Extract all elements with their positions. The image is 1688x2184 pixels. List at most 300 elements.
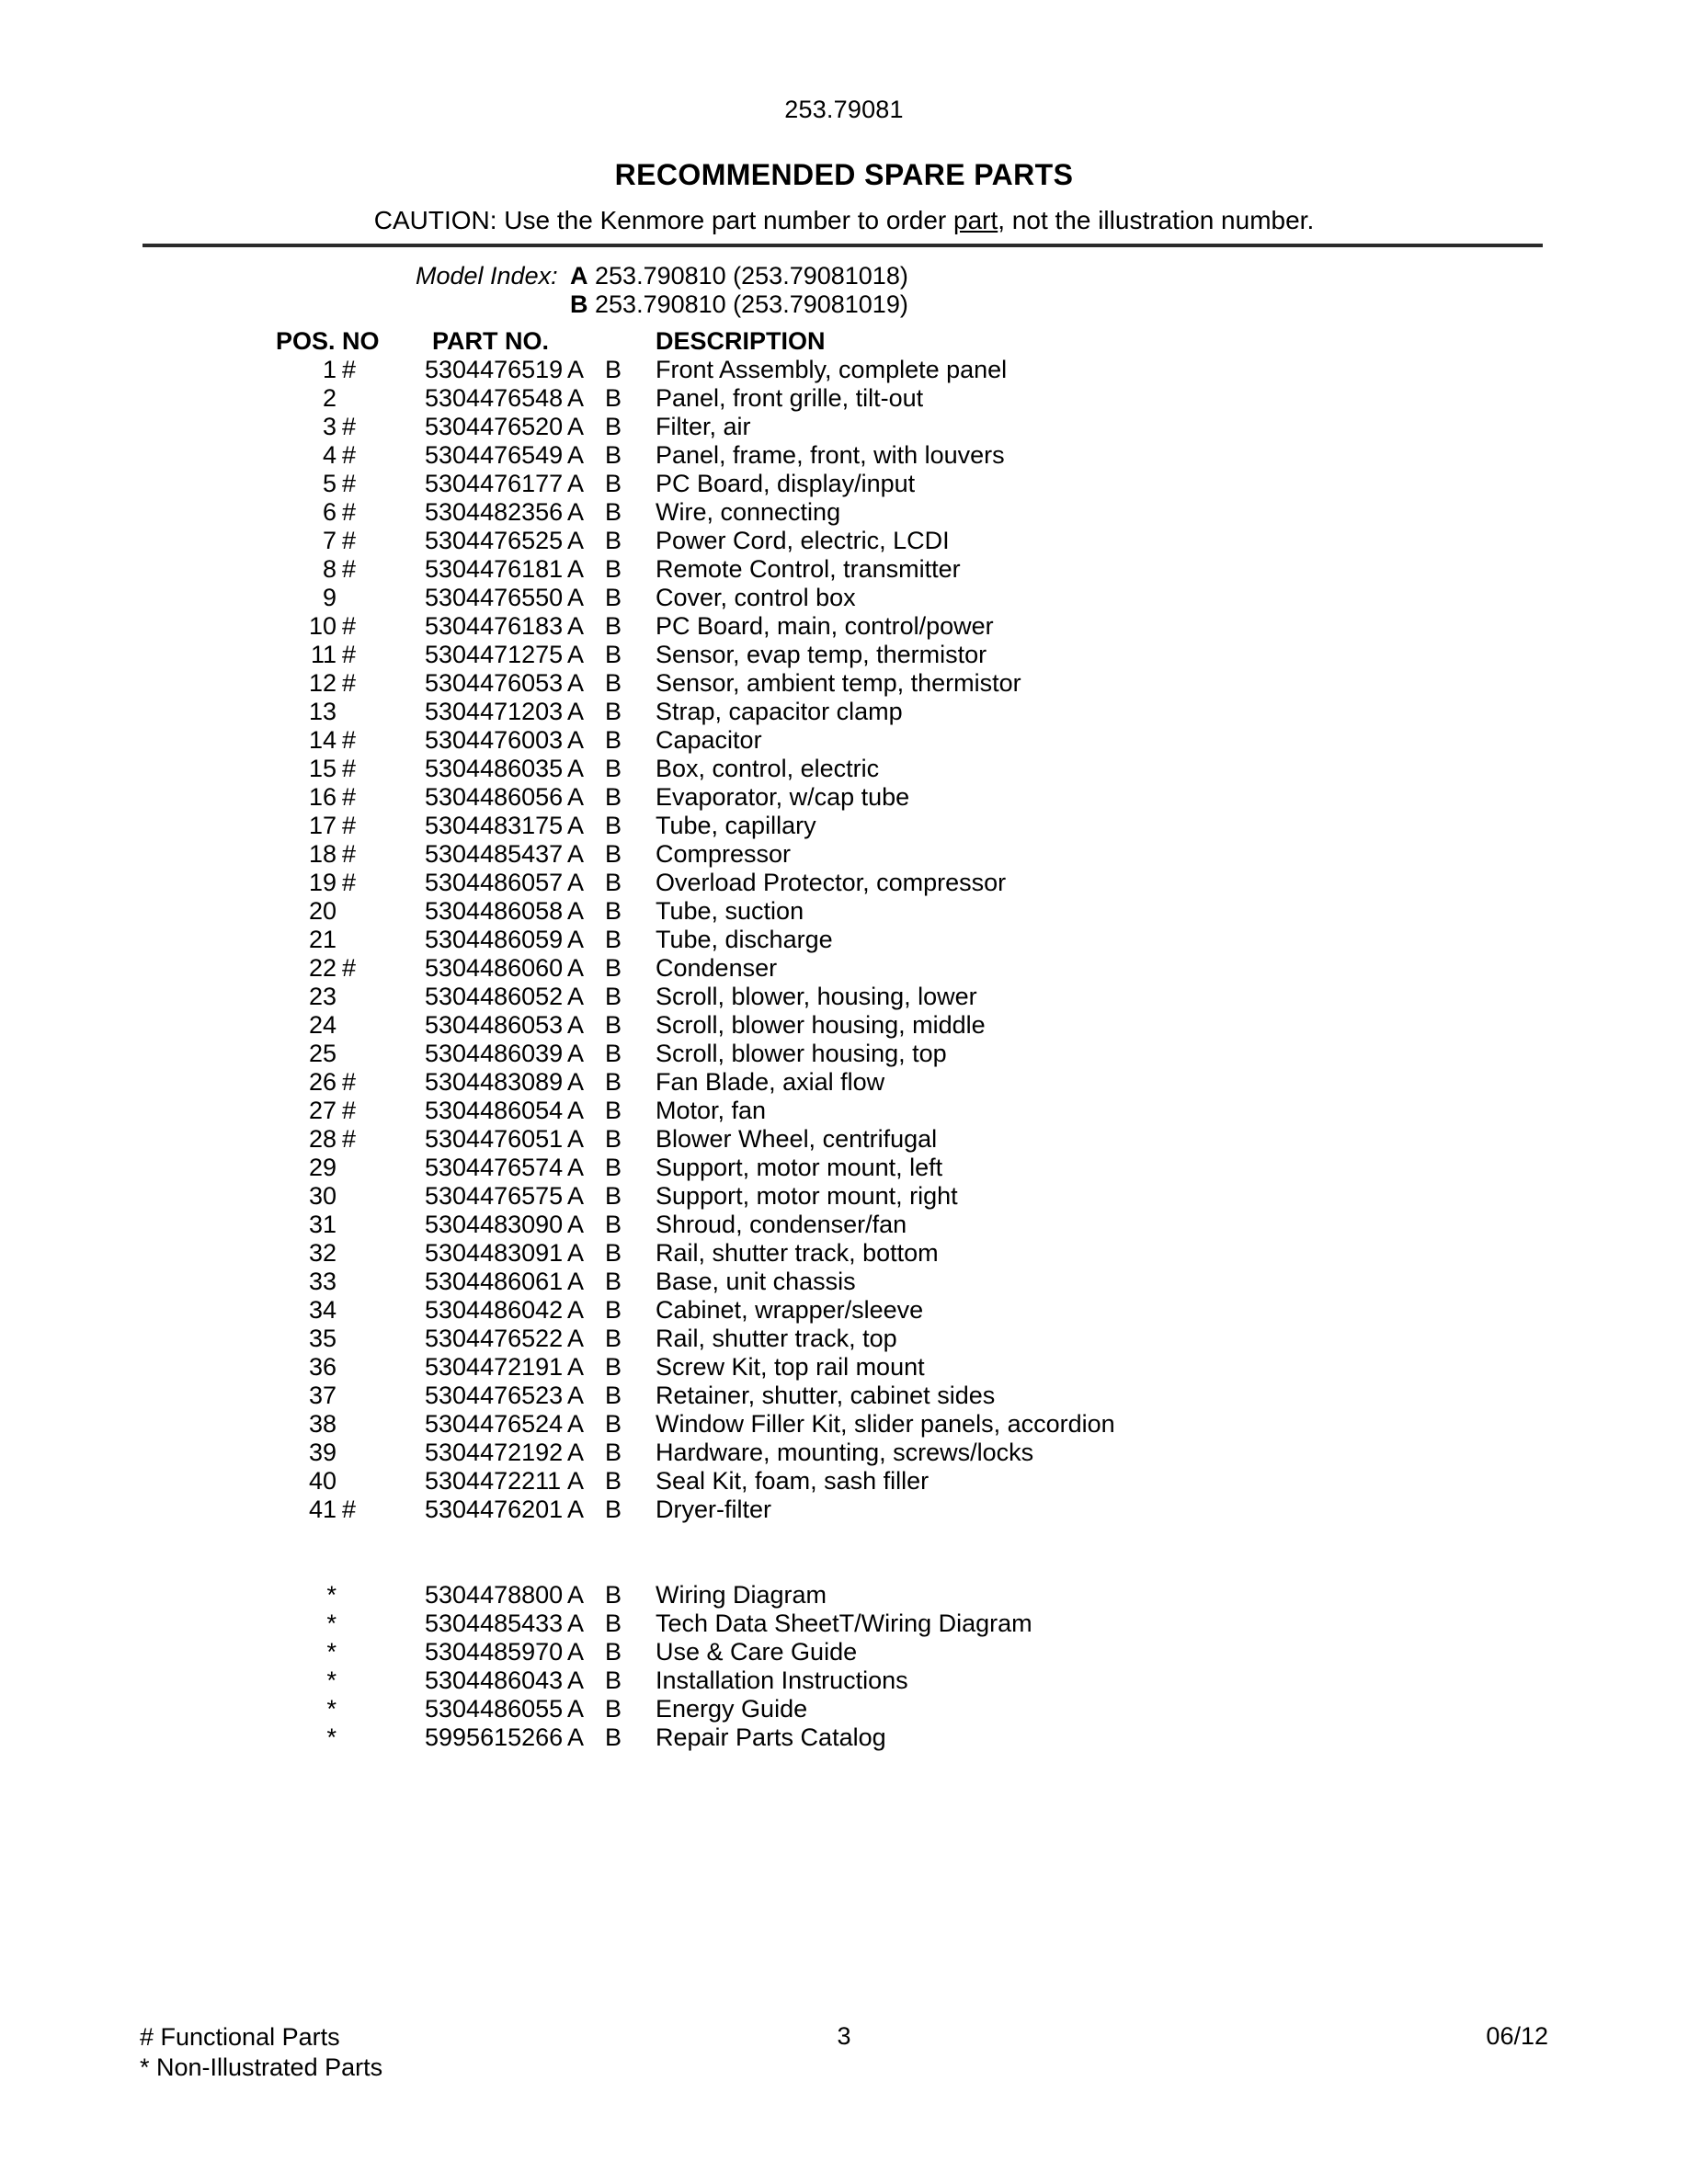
row-functional-flag: # (342, 498, 357, 526)
row-description: Installation Instructions (656, 1666, 908, 1694)
row-position-number: 30 (308, 1182, 336, 1210)
row-description: Support, motor mount, left (656, 1154, 943, 1181)
row-model-index-a: A (567, 641, 585, 668)
model-index-letter-a: A (570, 262, 588, 290)
table-row (0, 926, 1688, 954)
table-header-row (0, 327, 1688, 356)
row-model-index-b: B (605, 840, 622, 868)
row-functional-flag: # (342, 413, 357, 440)
row-part-number: 5304485970 (425, 1638, 564, 1666)
row-model-index-b: B (605, 641, 622, 668)
model-index-value-b: 253.790810 (253.79081019) (595, 290, 908, 318)
row-description: Strap, capacitor clamp (656, 698, 903, 725)
row-part-number: 5304486055 (425, 1695, 564, 1723)
row-model-index-b: B (605, 669, 622, 697)
row-model-index-a: A (567, 698, 585, 725)
model-index-entry-a (570, 262, 908, 290)
table-row (0, 1439, 1688, 1467)
row-position-number: 8 (322, 555, 336, 583)
row-part-number: 5304471203 (425, 698, 564, 725)
row-model-index-b: B (605, 1182, 622, 1210)
row-description: Scroll, blower housing, top (656, 1040, 947, 1067)
table-row (0, 869, 1688, 897)
row-description: Shroud, condenser/fan (656, 1211, 907, 1238)
row-model-index-b: B (605, 1467, 622, 1495)
row-model-index-a: A (567, 1125, 585, 1153)
table-row (0, 1382, 1688, 1410)
table-row (0, 641, 1688, 669)
row-model-index-b: B (605, 384, 622, 412)
row-functional-flag: # (342, 783, 357, 811)
row-part-number: 5304472191 (425, 1353, 564, 1381)
row-functional-flag: # (342, 641, 357, 668)
row-model-index-b: B (605, 1325, 622, 1352)
row-part-number: 5304471275 (425, 641, 564, 668)
row-part-number: 5304483175 (425, 812, 564, 839)
table-row (0, 698, 1688, 726)
row-model-index-b: B (605, 1125, 622, 1153)
column-header-description: DESCRIPTION (656, 327, 826, 355)
table-row (0, 1068, 1688, 1097)
table-row (0, 1097, 1688, 1125)
row-model-index-a: A (567, 384, 585, 412)
row-description: Fan Blade, axial flow (656, 1068, 885, 1096)
row-position-number: 41 (308, 1496, 336, 1523)
row-model-index-a: A (567, 1638, 585, 1666)
row-part-number: 5304486054 (425, 1097, 564, 1124)
row-part-number: 5304476183 (425, 612, 564, 640)
row-position-number: 35 (308, 1325, 336, 1352)
row-functional-flag: # (342, 441, 357, 469)
row-description: Wiring Diagram (656, 1581, 827, 1609)
row-model-index-b: B (605, 869, 622, 896)
row-model-index-a: A (567, 897, 585, 925)
row-position-number: 4 (322, 441, 336, 469)
row-model-index-a: A (567, 498, 585, 526)
row-functional-flag: # (342, 840, 357, 868)
row-description: Evaporator, w/cap tube (656, 783, 910, 811)
row-position-number: 15 (308, 755, 336, 782)
row-model-index-b: B (605, 1666, 622, 1694)
row-model-index-a: A (567, 441, 585, 469)
row-part-number: 5304486058 (425, 897, 564, 925)
row-model-index-a: A (567, 584, 585, 611)
table-row (0, 1723, 1688, 1752)
row-model-index-a: A (567, 1011, 585, 1039)
row-part-number: 5304476053 (425, 669, 564, 697)
row-model-index-b: B (605, 1496, 622, 1523)
row-description: Compressor (656, 840, 792, 868)
row-model-index-b: B (605, 470, 622, 497)
row-part-number: 5304486035 (425, 755, 564, 782)
row-description: Use & Care Guide (656, 1638, 858, 1666)
row-part-number: 5304486057 (425, 869, 564, 896)
row-part-number: 5304478800 (425, 1581, 564, 1609)
row-description: PC Board, main, control/power (656, 612, 994, 640)
row-part-number: 5304476051 (425, 1125, 564, 1153)
row-description: Hardware, mounting, screws/locks (656, 1439, 1034, 1466)
row-model-index-a: A (567, 1154, 585, 1181)
row-model-index-b: B (605, 1723, 622, 1751)
row-functional-flag: # (342, 869, 357, 896)
row-description: Rail, shutter track, top (656, 1325, 897, 1352)
row-model-index-a: A (567, 869, 585, 896)
row-description: Scroll, blower, housing, lower (656, 983, 977, 1010)
row-part-number: 5304486056 (425, 783, 564, 811)
row-model-index-a: A (567, 926, 585, 953)
table-row (0, 413, 1688, 441)
table-row (0, 1610, 1688, 1638)
row-description: Tech Data SheetT/Wiring Diagram (656, 1610, 1032, 1637)
row-position-number: 31 (308, 1211, 336, 1238)
row-position-number: 20 (308, 897, 336, 925)
row-description: Remote Control, transmitter (656, 555, 961, 583)
model-index-entry-b (570, 290, 908, 319)
table-row (0, 1239, 1688, 1268)
row-model-index-b: B (605, 1154, 622, 1181)
row-part-number: 5304472192 (425, 1439, 564, 1466)
row-model-index-b: B (605, 1211, 622, 1238)
table-row (0, 441, 1688, 470)
row-part-number: 5304483091 (425, 1239, 564, 1267)
row-position-number: 9 (322, 584, 336, 611)
row-description: Scroll, blower housing, middle (656, 1011, 986, 1039)
table-row (0, 384, 1688, 413)
row-model-index-a: A (567, 1382, 585, 1409)
row-star-marker: * (326, 1695, 336, 1723)
row-description: Rail, shutter track, bottom (656, 1239, 939, 1267)
row-model-index-a: A (567, 1666, 585, 1694)
row-description: Window Filler Kit, slider panels, accordion (656, 1410, 1115, 1438)
row-model-index-b: B (605, 498, 622, 526)
row-position-number: 5 (322, 470, 336, 497)
row-position-number: 3 (322, 413, 336, 440)
row-model-index-b: B (605, 1040, 622, 1067)
row-model-index-b: B (605, 726, 622, 754)
row-model-index-a: A (567, 1182, 585, 1210)
row-model-index-a: A (567, 1610, 585, 1637)
row-model-index-a: A (567, 755, 585, 782)
row-model-index-b: B (605, 1581, 622, 1609)
row-position-number: 16 (308, 783, 336, 811)
row-position-number: 12 (308, 669, 336, 697)
row-part-number: 5304476550 (425, 584, 564, 611)
row-model-index-a: A (567, 413, 585, 440)
row-part-number: 5304476548 (425, 384, 564, 412)
row-description: Power Cord, electric, LCDI (656, 527, 950, 554)
row-description: Front Assembly, complete panel (656, 356, 1008, 383)
table-row (0, 1040, 1688, 1068)
table-row (0, 1211, 1688, 1239)
row-description: Blower Wheel, centrifugal (656, 1125, 938, 1153)
table-row (0, 1154, 1688, 1182)
table-row (0, 1638, 1688, 1666)
legend-functional-parts: # Functional Parts (140, 2023, 340, 2051)
row-description: Box, control, electric (656, 755, 880, 782)
row-part-number: 5304476524 (425, 1410, 564, 1438)
model-index-label: Model Index: (416, 262, 558, 290)
table-row (0, 470, 1688, 498)
row-position-number: 28 (308, 1125, 336, 1153)
row-model-index-a: A (567, 1410, 585, 1438)
row-star-marker: * (326, 1610, 336, 1637)
row-position-number: 38 (308, 1410, 336, 1438)
row-functional-flag: # (342, 726, 357, 754)
row-description: Overload Protector, compressor (656, 869, 1007, 896)
model-index-letter-b: B (570, 290, 588, 318)
table-row (0, 612, 1688, 641)
row-position-number: 19 (308, 869, 336, 896)
table-row (0, 1182, 1688, 1211)
row-functional-flag: # (342, 555, 357, 583)
row-description: Motor, fan (656, 1097, 767, 1124)
row-functional-flag: # (342, 527, 357, 554)
table-row (0, 356, 1688, 384)
row-part-number: 5304486043 (425, 1666, 564, 1694)
table-row (0, 755, 1688, 783)
row-model-index-b: B (605, 926, 622, 953)
row-position-number: 25 (308, 1040, 336, 1067)
parts-table (0, 327, 1688, 1752)
row-part-number: 5304476177 (425, 470, 564, 497)
row-description: Support, motor mount, right (656, 1182, 958, 1210)
row-model-index-b: B (605, 527, 622, 554)
row-model-index-b: B (605, 1439, 622, 1466)
row-model-index-b: B (605, 698, 622, 725)
row-part-number: 5304476525 (425, 527, 564, 554)
row-model-index-b: B (605, 555, 622, 583)
row-position-number: 18 (308, 840, 336, 868)
row-part-number: 5304476522 (425, 1325, 564, 1352)
row-model-index-b: B (605, 783, 622, 811)
row-model-index-a: A (567, 1353, 585, 1381)
page-title: RECOMMENDED SPARE PARTS (614, 158, 1074, 191)
row-description: Filter, air (656, 413, 751, 440)
row-description: Base, unit chassis (656, 1268, 856, 1295)
row-model-index-a: A (567, 1467, 585, 1495)
row-description: Screw Kit, top rail mount (656, 1353, 925, 1381)
legend-non-illustrated-parts: * Non-Illustrated Parts (140, 2053, 383, 2081)
row-part-number: 5304476519 (425, 356, 564, 383)
row-functional-flag: # (342, 1068, 357, 1096)
row-model-index-a: A (567, 1439, 585, 1466)
row-functional-flag: # (342, 1125, 357, 1153)
row-description: PC Board, display/input (656, 470, 916, 497)
row-model-index-b: B (605, 1097, 622, 1124)
row-model-index-a: A (567, 954, 585, 982)
row-part-number: 5304476523 (425, 1382, 564, 1409)
row-part-number: 5304483090 (425, 1211, 564, 1238)
row-model-index-a: A (567, 1496, 585, 1523)
table-row (0, 1325, 1688, 1353)
row-model-index-b: B (605, 1353, 622, 1381)
row-position-number: 13 (308, 698, 336, 725)
model-code: 253.79081 (784, 96, 904, 123)
row-model-index-b: B (605, 584, 622, 611)
row-position-number: 11 (310, 641, 336, 668)
row-position-number: 21 (308, 926, 336, 953)
row-position-number: 2 (322, 384, 336, 412)
row-description: Condenser (656, 954, 778, 982)
row-model-index-b: B (605, 755, 622, 782)
column-header-pos-no: POS. NO (276, 327, 380, 355)
row-description: Sensor, evap temp, thermistor (656, 641, 987, 668)
table-row (0, 1268, 1688, 1296)
row-functional-flag: # (342, 755, 357, 782)
row-description: Sensor, ambient temp, thermistor (656, 669, 1021, 697)
row-model-index-a: A (567, 726, 585, 754)
row-part-number: 5304476520 (425, 413, 564, 440)
row-model-index-a: A (567, 555, 585, 583)
row-model-index-b: B (605, 1695, 622, 1723)
row-part-number: 5304486052 (425, 983, 564, 1010)
row-position-number: 26 (308, 1068, 336, 1096)
row-model-index-a: A (567, 669, 585, 697)
row-position-number: 23 (308, 983, 336, 1010)
row-part-number: 5304483089 (425, 1068, 564, 1096)
row-description: Tube, capillary (656, 812, 816, 839)
row-model-index-b: B (605, 413, 622, 440)
row-functional-flag: # (342, 954, 357, 982)
row-model-index-b: B (605, 812, 622, 839)
row-part-number: 5304486042 (425, 1296, 564, 1324)
row-model-index-b: B (605, 1239, 622, 1267)
table-row (0, 1467, 1688, 1496)
row-part-number: 5304486060 (425, 954, 564, 982)
table-row (0, 1666, 1688, 1695)
row-part-number: 5304486059 (425, 926, 564, 953)
row-description: Repair Parts Catalog (656, 1723, 886, 1751)
row-part-number: 5304485437 (425, 840, 564, 868)
row-model-index-b: B (605, 897, 622, 925)
row-functional-flag: # (342, 470, 357, 497)
page-number: 3 (837, 2022, 851, 2050)
header-divider (143, 244, 1543, 247)
table-row (0, 1496, 1688, 1524)
row-description: Retainer, shutter, cabinet sides (656, 1382, 996, 1409)
model-index-value-a: 253.790810 (253.79081018) (595, 262, 908, 290)
row-position-number: 14 (308, 726, 336, 754)
row-position-number: 24 (308, 1011, 336, 1039)
row-model-index-a: A (567, 527, 585, 554)
row-functional-flag: # (342, 1097, 357, 1124)
row-model-index-b: B (605, 1011, 622, 1039)
row-part-number: 5304476003 (425, 726, 564, 754)
row-model-index-a: A (567, 1239, 585, 1267)
row-model-index-b: B (605, 356, 622, 383)
row-functional-flag: # (342, 812, 357, 839)
row-part-number: 5304482356 (425, 498, 564, 526)
row-functional-flag: # (342, 356, 357, 383)
row-model-index-b: B (605, 612, 622, 640)
table-row (0, 812, 1688, 840)
row-description: Capacitor (656, 726, 762, 754)
row-position-number: 6 (322, 498, 336, 526)
row-model-index-b: B (605, 1382, 622, 1409)
table-row (0, 527, 1688, 555)
row-description: Energy Guide (656, 1695, 808, 1723)
row-model-index-b: B (605, 954, 622, 982)
row-model-index-a: A (567, 1723, 585, 1751)
table-row (0, 1410, 1688, 1439)
row-model-index-a: A (567, 1068, 585, 1096)
row-model-index-b: B (605, 1638, 622, 1666)
row-position-number: 33 (308, 1268, 336, 1295)
row-position-number: 1 (322, 356, 336, 383)
row-star-marker: * (326, 1723, 336, 1751)
table-row (0, 584, 1688, 612)
row-description: Wire, connecting (656, 498, 841, 526)
row-model-index-b: B (605, 1268, 622, 1295)
caution-prefix: CAUTION: Use the Kenmore part number to order (373, 206, 953, 234)
row-position-number: 32 (308, 1239, 336, 1267)
table-row (0, 1011, 1688, 1040)
caution-notice (0, 206, 1688, 235)
row-functional-flag: # (342, 612, 357, 640)
row-position-number: 29 (308, 1154, 336, 1181)
table-row (0, 498, 1688, 527)
row-position-number: 39 (308, 1439, 336, 1466)
row-position-number: 37 (308, 1382, 336, 1409)
row-part-number: 5304486053 (425, 1011, 564, 1039)
row-model-index-a: A (567, 1296, 585, 1324)
caution-underlined-word: part (953, 206, 998, 234)
row-part-number: 5304486061 (425, 1268, 564, 1295)
row-description: Tube, discharge (656, 926, 833, 953)
row-position-number: 17 (308, 812, 336, 839)
caution-suffix: , not the illustration number. (998, 206, 1315, 234)
row-model-index-a: A (567, 470, 585, 497)
row-model-index-a: A (567, 840, 585, 868)
row-functional-flag: # (342, 1496, 357, 1523)
revision-date: 06/12 (1486, 2022, 1548, 2050)
table-row (0, 1125, 1688, 1154)
row-description: Cover, control box (656, 584, 856, 611)
row-description: Panel, front grille, tilt-out (656, 384, 924, 412)
table-row (0, 840, 1688, 869)
row-part-number: 5304476181 (425, 555, 564, 583)
table-section-gap (0, 1553, 1688, 1581)
row-model-index-a: A (567, 1268, 585, 1295)
row-position-number: 10 (308, 612, 336, 640)
table-row (0, 1353, 1688, 1382)
column-header-part-no: PART NO. (432, 327, 549, 355)
row-model-index-a: A (567, 1325, 585, 1352)
row-model-index-b: B (605, 1410, 622, 1438)
row-part-number: 5995615266 (425, 1723, 564, 1751)
row-functional-flag: # (342, 669, 357, 697)
row-model-index-a: A (567, 1581, 585, 1609)
row-model-index-a: A (567, 783, 585, 811)
row-model-index-a: A (567, 1695, 585, 1723)
row-model-index-a: A (567, 356, 585, 383)
table-row (0, 1296, 1688, 1325)
row-model-index-b: B (605, 1296, 622, 1324)
row-model-index-a: A (567, 1211, 585, 1238)
table-row (0, 954, 1688, 983)
row-description: Cabinet, wrapper/sleeve (656, 1296, 924, 1324)
row-model-index-a: A (567, 812, 585, 839)
row-part-number: 5304476574 (425, 1154, 564, 1181)
row-position-number: 36 (308, 1353, 336, 1381)
row-position-number: 40 (308, 1467, 336, 1495)
table-row (0, 1695, 1688, 1723)
row-part-number: 5304485433 (425, 1610, 564, 1637)
table-row (0, 1581, 1688, 1610)
table-section-gap (0, 1524, 1688, 1553)
row-model-index-a: A (567, 612, 585, 640)
row-part-number: 5304476575 (425, 1182, 564, 1210)
